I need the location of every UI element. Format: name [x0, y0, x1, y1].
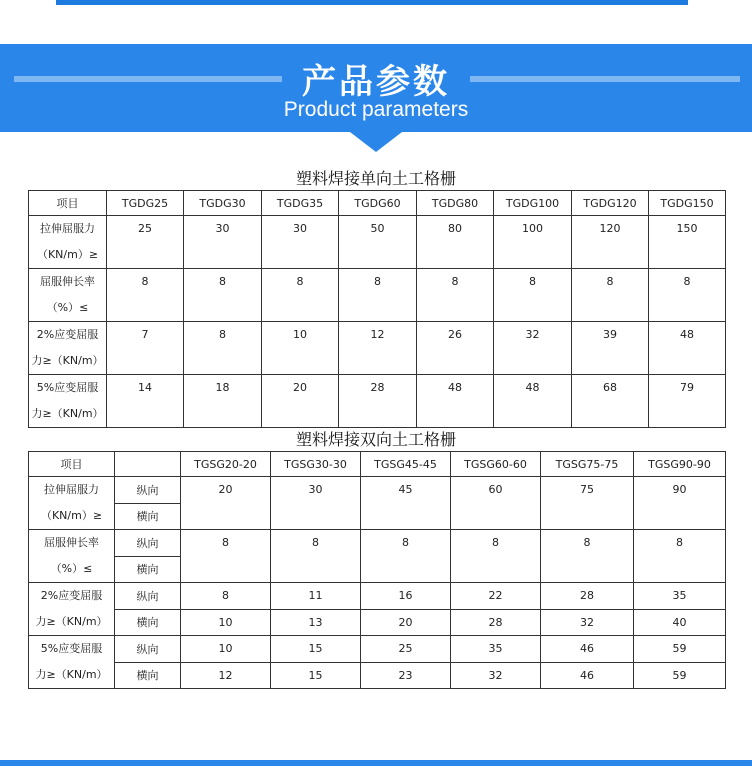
value-cell: 8: [361, 530, 451, 583]
value-cell-transverse: 59: [634, 662, 726, 689]
row-label-cell: [29, 216, 107, 269]
table-row: [29, 322, 726, 375]
model-header-cell: TGDG25: [107, 191, 184, 216]
direction-cell-transverse: 横向: [115, 609, 181, 636]
model-header-cell: TGSG20-20: [181, 452, 271, 477]
value-cell: 48: [649, 322, 726, 375]
value-cell: 150: [649, 216, 726, 269]
value-cell: 18: [184, 375, 262, 428]
row-label-line-2: （%）≤: [46, 301, 89, 314]
row-label-line-1: 2%应变屈服: [40, 589, 103, 602]
row-label-cell: [29, 530, 115, 583]
page-title: 产品参数: [302, 62, 450, 102]
direction-cell-longitudinal: 纵向: [115, 636, 181, 663]
model-header-cell: TGSG60-60: [451, 452, 541, 477]
value-cell: 10: [262, 322, 339, 375]
table-header-row: [29, 452, 726, 477]
value-cell-longitudinal: 16: [361, 583, 451, 610]
value-cell: 50: [339, 216, 417, 269]
value-cell-longitudinal: 10: [181, 636, 271, 663]
value-cell: 8: [184, 269, 262, 322]
value-cell-transverse: 32: [451, 662, 541, 689]
table-row: [29, 609, 726, 636]
table-header-row: [29, 191, 726, 216]
row-label-line-2: 力≥（KN/m）: [31, 354, 104, 367]
value-cell: 8: [494, 269, 572, 322]
row-label-line-1: 拉伸屈服力: [44, 483, 99, 496]
value-cell-transverse: 46: [541, 662, 634, 689]
value-cell-longitudinal: 8: [181, 583, 271, 610]
value-cell-transverse: 40: [634, 609, 726, 636]
direction-cell-transverse: 横向: [115, 556, 181, 583]
row-label-cell: [29, 269, 107, 322]
row-label-line-1: 2%应变屈服: [36, 328, 99, 341]
row-label-cell: [29, 375, 107, 428]
value-cell: 8: [107, 269, 184, 322]
value-cell: 8: [262, 269, 339, 322]
value-cell: 8: [634, 530, 726, 583]
value-cell: 28: [339, 375, 417, 428]
row-label-line-2: 力≥（KN/m）: [35, 615, 108, 628]
value-cell: 8: [184, 322, 262, 375]
value-cell: 8: [181, 530, 271, 583]
value-cell: 48: [417, 375, 494, 428]
table-row: [29, 583, 726, 610]
row-label-line-1: 5%应变屈服: [36, 381, 99, 394]
value-cell: 90: [634, 477, 726, 530]
value-cell: 68: [572, 375, 649, 428]
table-row: [29, 216, 726, 269]
header-banner: [0, 44, 752, 132]
row-label-line-2: （KN/m）≥: [36, 248, 99, 261]
value-cell-transverse: 10: [181, 609, 271, 636]
bottom-decoration-strip: [0, 760, 752, 766]
value-cell: 12: [339, 322, 417, 375]
value-cell: 48: [494, 375, 572, 428]
direction-cell-transverse: 横向: [115, 662, 181, 689]
value-cell: 30: [262, 216, 339, 269]
table-row: [29, 375, 726, 428]
value-cell: 120: [572, 216, 649, 269]
value-cell-longitudinal: 46: [541, 636, 634, 663]
direction-cell-longitudinal: 纵向: [115, 583, 181, 610]
value-cell: 14: [107, 375, 184, 428]
value-cell: 20: [262, 375, 339, 428]
model-header-cell: TGDG80: [417, 191, 494, 216]
model-header-cell: TGSG45-45: [361, 452, 451, 477]
value-cell: 45: [361, 477, 451, 530]
value-cell: 100: [494, 216, 572, 269]
page-subtitle: Product parameters: [283, 98, 469, 121]
direction-cell-transverse: 横向: [115, 503, 181, 530]
value-cell-transverse: 23: [361, 662, 451, 689]
top-decoration-strip: [56, 0, 688, 5]
value-cell: 8: [649, 269, 726, 322]
value-cell-longitudinal: 22: [451, 583, 541, 610]
value-cell: 20: [181, 477, 271, 530]
value-cell: 7: [107, 322, 184, 375]
value-cell-transverse: 28: [451, 609, 541, 636]
row-label-line-1: 拉伸屈服力: [40, 222, 95, 235]
header-cell-item: 项目: [29, 452, 115, 477]
value-cell-transverse: 13: [271, 609, 361, 636]
table-row: [29, 530, 726, 557]
model-header-cell: TGDG120: [572, 191, 649, 216]
row-label-line-1: 5%应变屈服: [40, 642, 103, 655]
value-cell: 25: [107, 216, 184, 269]
biaxial-parameter-table: [28, 451, 726, 689]
value-cell: 8: [572, 269, 649, 322]
direction-cell-longitudinal: 纵向: [115, 477, 181, 504]
value-cell-longitudinal: 28: [541, 583, 634, 610]
value-cell-longitudinal: 25: [361, 636, 451, 663]
uniaxial-table-title: 塑料焊接单向土工格栅: [295, 169, 456, 188]
model-header-cell: TGSG90-90: [634, 452, 726, 477]
value-cell: 8: [271, 530, 361, 583]
value-cell: 60: [451, 477, 541, 530]
row-label-cell: [29, 636, 115, 689]
banner-pointer: [350, 132, 402, 152]
value-cell: 75: [541, 477, 634, 530]
model-header-cell: TGSG75-75: [541, 452, 634, 477]
value-cell-transverse: 20: [361, 609, 451, 636]
value-cell-longitudinal: 11: [271, 583, 361, 610]
value-cell-transverse: 12: [181, 662, 271, 689]
biaxial-table-title: 塑料焊接双向土工格栅: [295, 430, 456, 449]
row-label-line-2: （%）≤: [50, 562, 93, 575]
value-cell: 30: [271, 477, 361, 530]
value-cell: 8: [339, 269, 417, 322]
direction-cell-longitudinal: 纵向: [115, 530, 181, 557]
row-label-line-2: 力≥（KN/m）: [31, 407, 104, 420]
value-cell-longitudinal: 35: [451, 636, 541, 663]
value-cell-longitudinal: 35: [634, 583, 726, 610]
value-cell-longitudinal: 15: [271, 636, 361, 663]
row-label-line-2: （KN/m）≥: [40, 509, 103, 522]
table-row: [29, 477, 726, 504]
table-row: [29, 662, 726, 689]
table-row: [29, 269, 726, 322]
value-cell-transverse: 15: [271, 662, 361, 689]
row-label-cell: [29, 477, 115, 530]
uniaxial-parameter-table: [28, 190, 726, 428]
value-cell: 80: [417, 216, 494, 269]
value-cell: 79: [649, 375, 726, 428]
value-cell-longitudinal: 59: [634, 636, 726, 663]
value-cell: 39: [572, 322, 649, 375]
value-cell: 8: [417, 269, 494, 322]
model-header-cell: TGSG30-30: [271, 452, 361, 477]
row-label-line-1: 屈服伸长率: [44, 536, 99, 549]
model-header-cell: TGDG60: [339, 191, 417, 216]
model-header-cell: TGDG150: [649, 191, 726, 216]
value-cell: 26: [417, 322, 494, 375]
row-label-line-1: 屈服伸长率: [40, 275, 95, 288]
row-label-cell: [29, 322, 107, 375]
value-cell: 32: [494, 322, 572, 375]
value-cell: 30: [184, 216, 262, 269]
value-cell: 8: [541, 530, 634, 583]
row-label-cell: [29, 583, 115, 636]
model-header-cell: TGDG100: [494, 191, 572, 216]
model-header-cell: TGDG35: [262, 191, 339, 216]
row-label-line-2: 力≥（KN/m）: [35, 668, 108, 681]
header-cell-direction: [115, 452, 181, 477]
value-cell: 8: [451, 530, 541, 583]
value-cell-transverse: 32: [541, 609, 634, 636]
model-header-cell: TGDG30: [184, 191, 262, 216]
header-cell-item: 项目: [29, 191, 107, 216]
table-row: [29, 636, 726, 663]
